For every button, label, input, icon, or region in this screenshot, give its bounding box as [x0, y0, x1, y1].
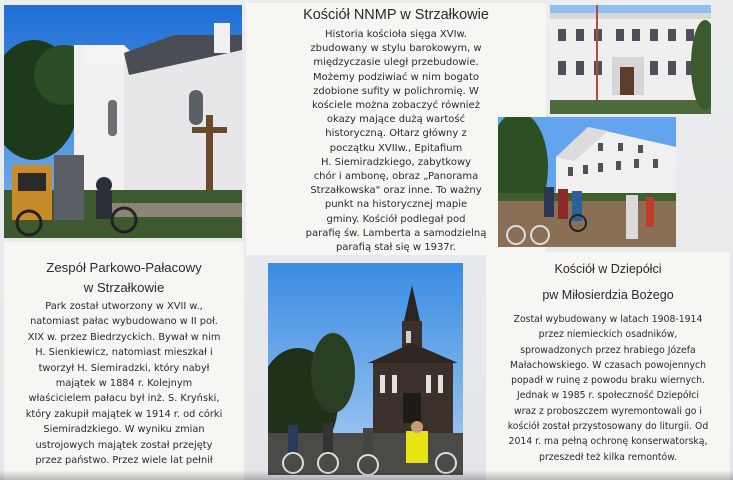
right-panel-title-line1: Kościół w Dziepółci: [554, 262, 662, 276]
text-line: przeszedł też kilka remontów.: [539, 451, 677, 463]
text-line: popadł w ruinę z powodu braku wiernych.: [511, 375, 705, 387]
text-line: majątek w 1884 r. Kolejnym: [55, 378, 193, 390]
top-panel-title: Kościół NNMP w Strzałkowie: [303, 7, 489, 23]
text-line: XIX w. przez Biedrzyckich. Bywał w nim: [27, 331, 221, 343]
text-line: który zakupił majątek w 1914 r. od córki: [25, 408, 223, 420]
palace-complex-text-panel: [4, 242, 244, 480]
dziepolc-church-text-panel: [486, 252, 730, 480]
brick-church-tower-photo: [268, 263, 463, 475]
text-line: Małachowskiego. W czasach powojennych: [509, 359, 707, 371]
text-line: przez niemieckich osadników,: [538, 329, 678, 341]
text-line: okazy mające dużą wartość: [326, 114, 466, 126]
white-baroque-church-photo: [4, 5, 242, 238]
left-panel-title-line1: Zespół Parkowo-Pałacowy: [46, 260, 202, 275]
text-line: właścicielem pałacu był inż. S. Kryński,: [28, 393, 220, 405]
text-line: H. Sienkiewicz, natomiast mieszkał i: [35, 347, 213, 359]
text-line: tworzył H. Siemiradzki, który nabył: [38, 362, 210, 374]
text-line: wraz z proboszczem wyremontowali go i: [514, 405, 702, 417]
text-line: chór i ambonę, obraz „Panorama: [313, 171, 479, 183]
right-panel-body: [486, 312, 730, 465]
text-line: początku XVIIw., Epitafium: [329, 142, 463, 154]
text-line: Park został utworzony w XVII w.,: [45, 301, 203, 312]
text-line: natomiast pałac wybudowano w II poł.: [30, 316, 218, 328]
text-line: H. Siemiradzkiego, zabytkowy: [320, 156, 472, 168]
text-line: przez państwo. Przez wiele lat pełnił: [35, 455, 213, 467]
palace-cyclists-photo: [498, 117, 676, 247]
text-line: 2014 r. ma pełną ochronę konserwatorską,: [508, 436, 708, 448]
text-line: Strzałkowska" oraz inne. To ważny: [310, 185, 482, 197]
text-line: Jednak w 1985 r. społeczność Dziepółci: [517, 390, 699, 402]
text-line: ustrojowych majątek został przejęty: [35, 439, 213, 451]
right-panel-title-line2: pw Miłosierdzia Bożego: [542, 288, 674, 302]
text-line: gminy. Kościół podlegał pod: [326, 213, 466, 225]
text-line: Został wybudowany w latach 1908-1914: [513, 314, 703, 325]
text-line: kościół został przystosowany do liturgii. Od: [507, 421, 709, 433]
right-panel-title: [486, 262, 730, 302]
text-line: Siemiradzkiego. W wyniku zmian: [43, 424, 205, 436]
screen-edge-shadow: [0, 470, 733, 480]
text-line: międzyczasie uległ przebudowie.: [313, 57, 479, 69]
left-panel-title-line2: w Strzałkowie: [83, 280, 165, 295]
text-line: sprowadzonych przez hrabiego Józefa: [520, 344, 696, 356]
text-line: kościele można zobaczyć również: [312, 100, 480, 112]
text-line: Możemy podziwiać w nim bogato: [313, 71, 479, 83]
text-line: punkt na historycznej mapie: [324, 199, 468, 211]
left-panel-body: [4, 299, 244, 468]
text-line: zdobione sufity w polichromię. W: [313, 85, 479, 97]
text-line: historyczną. Ołtarz główny z: [325, 128, 467, 140]
text-line: parafię św. Lamberta a samodzielną: [305, 227, 487, 239]
palace-facade-photo: [550, 5, 711, 114]
text-line: Historia kościoła sięga XVIw.: [325, 29, 467, 40]
text-line: parafią stał się w 1937r.: [335, 242, 457, 254]
text-line: zbudowany w stylu barokowym, w: [310, 43, 482, 55]
left-panel-title: [4, 258, 244, 298]
